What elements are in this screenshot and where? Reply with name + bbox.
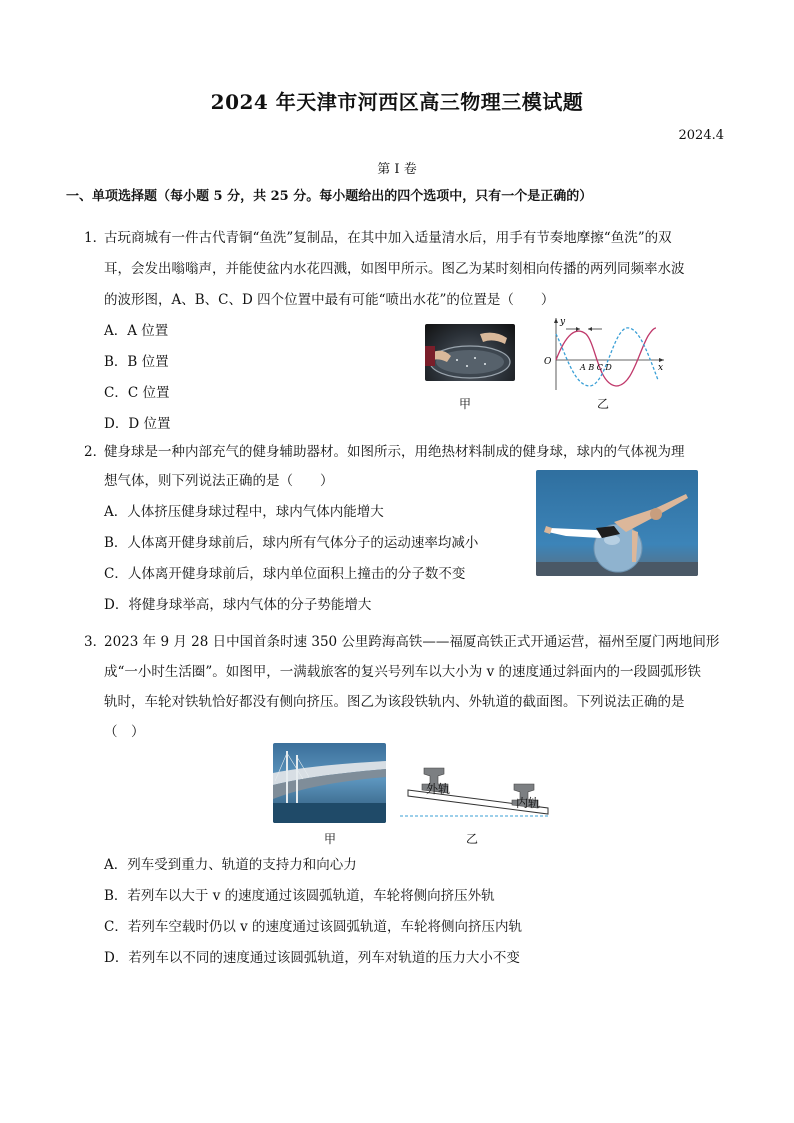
x-axis-label: x: [658, 363, 664, 373]
option-c[interactable]: C．C 位置: [104, 385, 170, 401]
option-d[interactable]: D．D 位置: [104, 416, 171, 432]
question-text-line: 2023 年 9 月 28 日中国首条时速 350 公里跨海高铁——福厦高铁正式开通运营，福州至厦门两地间形: [104, 634, 720, 650]
bridge-photo: [273, 743, 386, 823]
question-text-line: 轨时，车轮对铁轨恰好都没有侧向挤压。图乙为该段铁轨内、外轨道的截面图。下列说法正确的是: [104, 694, 685, 710]
fish-basin-photo: [425, 324, 515, 381]
wave-diagram: [540, 314, 670, 394]
option-a[interactable]: A．人体挤压健身球过程中，球内气体内能增大: [104, 504, 384, 520]
arrow-left-icon: [588, 327, 592, 331]
figure-label-jia: 甲: [459, 397, 472, 411]
question-text-line: 耳，会发出嗡嗡声，并能使盆内水花四溅，如图甲所示。图乙为某时刻相向传播的两列同频率水波: [104, 261, 685, 277]
rail-cross-section-diagram: [400, 762, 552, 824]
fitness-ball-photo: [536, 470, 698, 576]
inner-rail-label: 内轨: [516, 796, 541, 810]
volume-label: 第 I 卷: [377, 162, 417, 177]
question-text-line: 想气体，则下列说法正确的是（ ）: [104, 473, 334, 489]
option-d[interactable]: D．将健身球举高，球内气体的分子势能增大: [104, 597, 372, 613]
figure-label-jia: 甲: [324, 832, 337, 846]
page-title: 2024 年天津市河西区高三物理三模试题: [210, 90, 584, 114]
y-axis-label: y: [560, 317, 566, 327]
exam-date: 2024.4: [678, 128, 724, 143]
option-a[interactable]: A．A 位置: [104, 323, 169, 339]
option-d[interactable]: D．若列车以不同的速度通过该圆弧轨道，列车对轨道的压力大小不变: [104, 950, 520, 966]
option-b[interactable]: B．人体离开健身球前后，球内所有气体分子的运动速率均减小: [104, 535, 479, 551]
figure-label-yi: 乙: [466, 832, 479, 846]
wave-solid: [556, 328, 656, 386]
question-number: 1．: [84, 230, 107, 246]
option-c[interactable]: C．人体离开健身球前后，球内单位面积上撞击的分子数不变: [104, 566, 466, 582]
question-text-line: 古玩商城有一件古代青铜“鱼洗”复制品，在其中加入适量清水后，用手有节奏地摩擦“鱼洗”的双: [104, 230, 672, 246]
question-text-line: 的波形图，A、B、C、D 四个位置中最有可能“喷出水花”的位置是（ ）: [104, 292, 555, 308]
question-number: 3．: [84, 634, 107, 650]
origin-label: O: [544, 357, 552, 367]
option-a[interactable]: A．列车受到重力、轨道的支持力和向心力: [104, 857, 357, 873]
question-text-line: 健身球是一种内部充气的健身辅助器材。如图所示，用绝热材料制成的健身球，球内的气体视为理: [104, 444, 685, 460]
point-labels: A B C D: [580, 363, 612, 372]
option-b[interactable]: B．若列车以大于 v 的速度通过该圆弧轨道，车轮将侧向挤压外轨: [104, 888, 495, 904]
wave-dashed: [556, 328, 658, 386]
figure-label-yi: 乙: [597, 397, 610, 411]
outer-rail-label: 外轨: [426, 782, 451, 796]
question-text-line: （ ）: [104, 724, 145, 740]
question-number: 2．: [84, 444, 107, 460]
section-heading: 一、单项选择题（每小题 5 分，共 25 分。每小题给出的四个选项中，只有一个是正确的）: [66, 189, 593, 204]
question-text-line: 成“一小时生活圈”。如图甲，一满载旅客的复兴号列车以大小为 v 的速度通过斜面内的一段圆弧形铁: [104, 664, 702, 680]
option-b[interactable]: B．B 位置: [104, 354, 169, 370]
option-c[interactable]: C．若列车空载时仍以 v 的速度通过该圆弧轨道，车轮将侧向挤压内轨: [104, 919, 523, 935]
